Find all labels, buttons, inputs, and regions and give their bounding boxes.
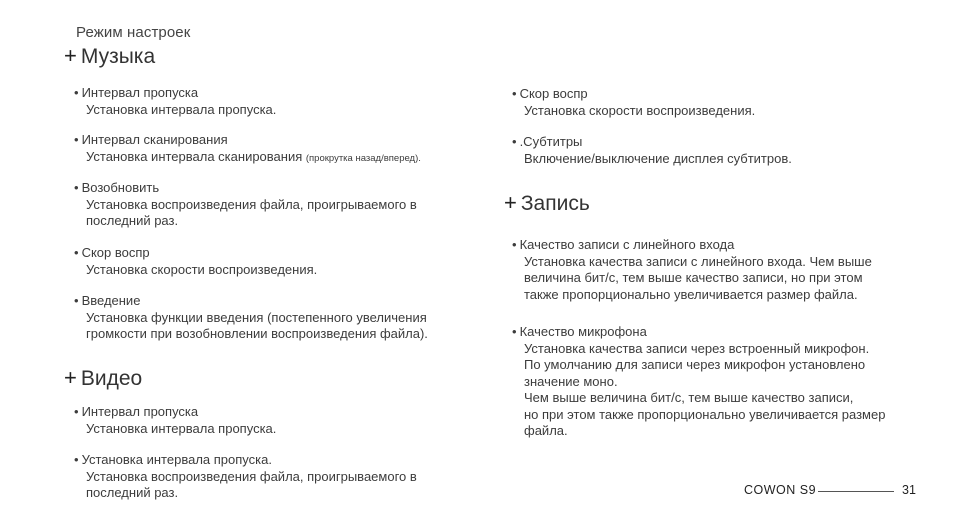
item-title: • Качество микрофона — [512, 324, 647, 339]
list-item — [74, 132, 421, 167]
list-item — [74, 180, 417, 230]
item-desc: Установка функции введения (постепенного увеличения громкости при возобновлении воспроизведения файла). — [86, 309, 428, 341]
item-title: • Скор воспр — [74, 245, 150, 260]
bullet-icon: • — [512, 86, 517, 101]
bullet-icon: • — [512, 324, 517, 339]
item-title: • Скор воспр — [512, 86, 588, 101]
plus-icon: + — [504, 190, 517, 215]
section-title-record: + Запись — [504, 190, 590, 215]
list-item — [74, 85, 276, 118]
list-item — [74, 452, 417, 502]
bullet-icon: • — [74, 245, 79, 260]
list-item — [512, 324, 885, 440]
list-item — [74, 245, 317, 278]
item-title: • Установка интервала пропуска. — [74, 452, 272, 467]
section-title-music: + Музыка — [64, 43, 156, 68]
bullet-icon: • — [74, 293, 79, 308]
list-item — [512, 134, 792, 167]
list-item — [74, 293, 428, 343]
item-title: • .Субтитры — [512, 134, 583, 149]
bullet-icon: • — [74, 85, 79, 100]
item-desc: Установка интервала сканирования (прокрутка назад/вперед). — [86, 148, 421, 164]
list-item — [512, 86, 755, 119]
list-item — [512, 237, 872, 303]
bullet-icon: • — [74, 132, 79, 147]
page-label: Режим настроек — [76, 24, 191, 41]
item-desc: Установка интервала пропуска. — [86, 101, 277, 117]
item-desc: Включение/выключение дисплея субтитров. — [524, 150, 792, 166]
item-title: • Интервал пропуска — [74, 85, 199, 100]
bullet-icon: • — [512, 237, 517, 252]
item-title: • Введение — [74, 293, 141, 308]
item-desc: Установка скорости воспроизведения. — [86, 261, 318, 277]
item-desc: Установка интервала пропуска. — [86, 420, 277, 436]
item-desc: Установка качества записи с линейного входа. Чем выше величина бит/с, тем выше качество записи, но при этом также пропорционально увеличивается размер файла. — [524, 253, 872, 302]
bullet-icon: • — [512, 134, 517, 149]
plus-icon: + — [64, 43, 77, 68]
footer-brand: COWON S9 — [744, 483, 817, 497]
item-desc: Установка качества записи через встроенный микрофон. По умолчанию для записи через микрофон установлено значение моно. Чем выше величина бит/с, тем выше качество записи, но при этом также пропорционально увеличивается размер файла. — [524, 340, 886, 438]
list-item — [74, 404, 276, 437]
item-desc: Установка воспроизведения файла, проигрываемого в последний раз. — [86, 196, 417, 228]
bullet-icon: • — [74, 404, 79, 419]
page-number: 31 — [902, 483, 916, 497]
item-title: • Интервал пропуска — [74, 404, 199, 419]
bullet-icon: • — [74, 180, 79, 195]
item-desc: Установка воспроизведения файла, проигрываемого в последний раз. — [86, 468, 417, 500]
plus-icon: + — [64, 365, 77, 390]
item-title: • Интервал сканирования — [74, 132, 228, 147]
footer-divider — [818, 491, 894, 492]
item-title: • Качество записи с линейного входа — [512, 237, 735, 252]
section-title-video: + Видео — [64, 365, 143, 390]
item-desc: Установка скорости воспроизведения. — [524, 102, 756, 118]
item-title: • Возобновить — [74, 180, 160, 195]
bullet-icon: • — [74, 452, 79, 467]
